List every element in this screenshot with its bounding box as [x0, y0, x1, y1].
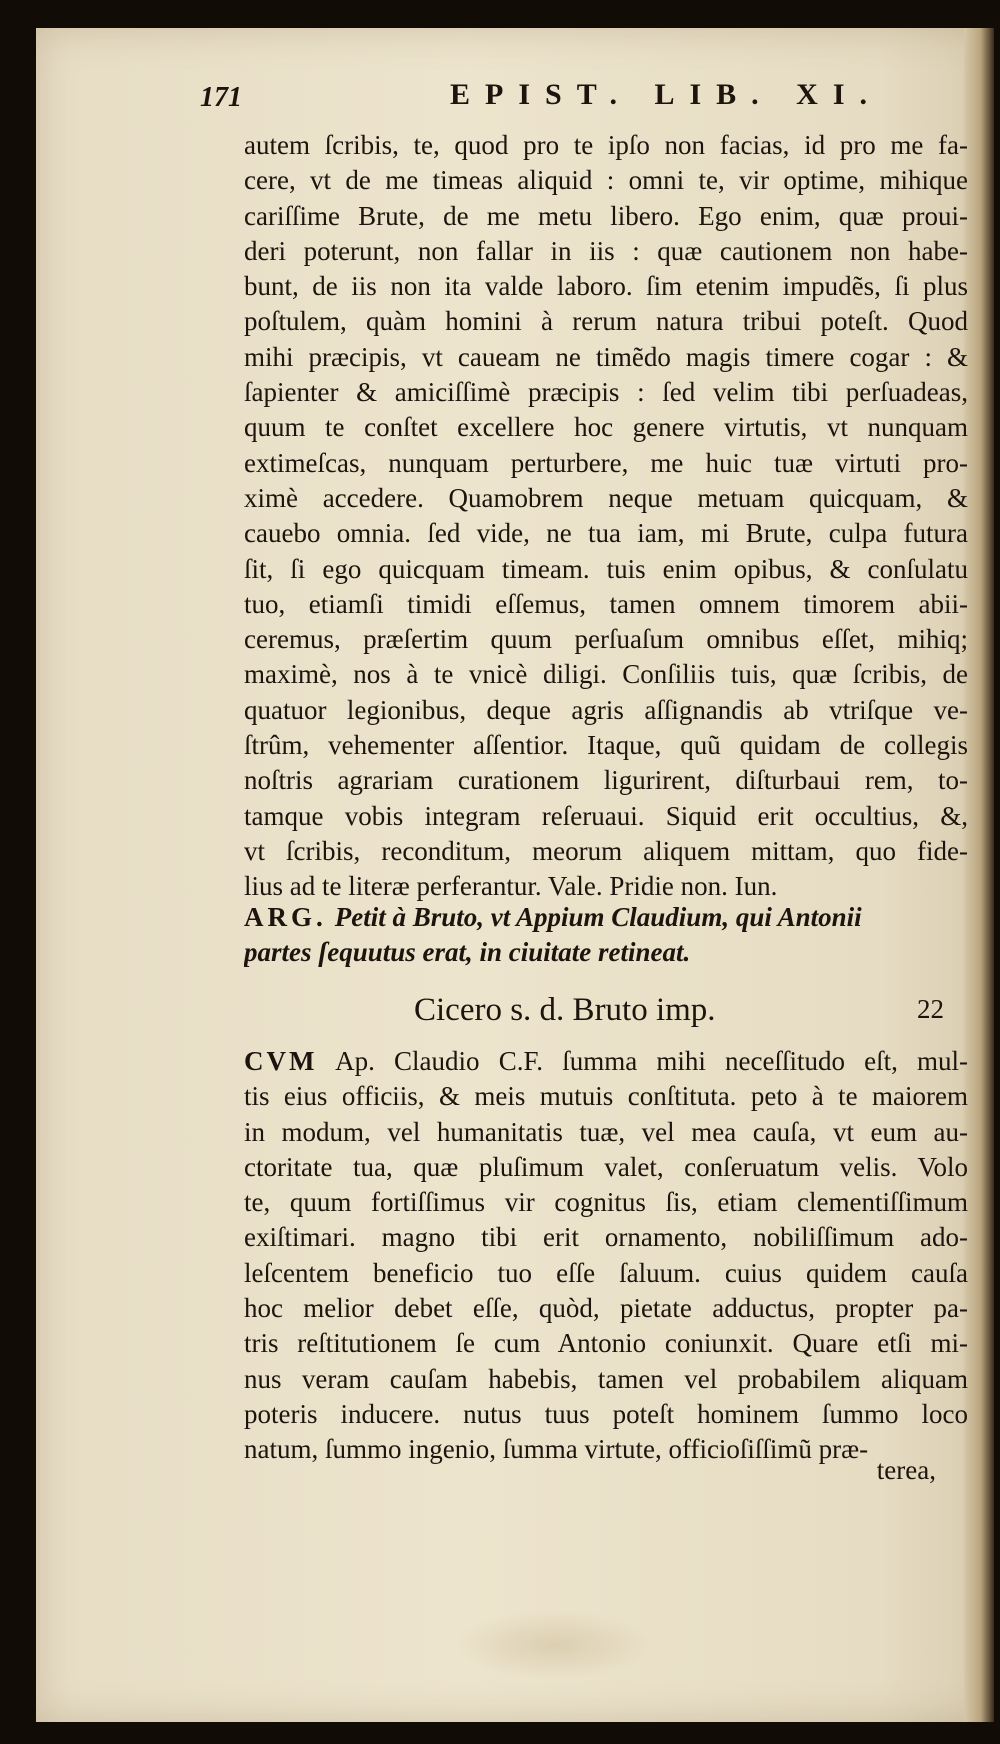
running-head: EPIST. LIB. XI.: [450, 78, 883, 111]
text-line: autem ſcribis, te, quod pro te ipſo non facias, id pro me fa-: [244, 130, 968, 160]
text-line: te, quum fortiſſimus vir cognitus ſis, etiam clementiſſimum: [244, 1187, 968, 1218]
text-line: ctoritate tua, quæ pluſimum valet, conſeruatum velis. Volo: [244, 1151, 968, 1182]
text-line: cere, vt de me timeas aliquid : omni te, vir optime, mihique: [244, 165, 968, 196]
text-line: ceremus, præſertim quum perſuaſum omnibus eſſet, mihiq;: [244, 624, 968, 655]
text-line: mihi præcipis, vt caueam ne timẽdo magis timere cogar : &: [244, 341, 968, 372]
catchword: terea,: [876, 1455, 936, 1485]
text-line: leſcentem beneficio tuo eſſe ſaluum. cuius quidem cauſa: [244, 1257, 968, 1288]
letter-title: Cicero s. d. Bruto imp.: [414, 992, 716, 1028]
text-line: hoc melior debet eſſe, quòd, pietate adductus, propter pa-: [244, 1293, 968, 1324]
page-header: [200, 78, 960, 122]
text-line: noſtris agrariam curationem ligurirent, diſturbaui rem, to-: [244, 765, 968, 796]
text-line: tuo, etiamſi timidi eſſemus, tamen omnem timorem abii-: [244, 588, 968, 619]
text-line: bunt, de iis non ita valde laboro. ſim etenim impudẽs, ſi plus: [244, 271, 968, 302]
text-line: quatuor legionibus, deque agris aſſignandis ab vtriſque ve-: [244, 694, 968, 725]
letter-end-text: [244, 128, 968, 905]
text-line: ximè accedere. Quamobrem neque metuam quicquam, &: [244, 482, 968, 513]
argument-line: partes ſequutus erat, in ciuitate retineat.: [244, 937, 691, 968]
text-line: extimeſcas, nunquam perturbere, me huic tuæ virtuti pro-: [244, 447, 968, 478]
text-line: in modum, vel humanitatis tuæ, vel mea cauſa, vt eum au-: [244, 1116, 968, 1147]
text-line: exiſtimari. magno tibi erit ornamento, nobiliſſimum ado-: [244, 1222, 968, 1253]
letter-body-text: [244, 1044, 968, 1468]
text-line: ſit, ſi ego quicquam timeam. tuis enim opibus, & conſulatu: [244, 553, 968, 584]
page-number: 171: [200, 82, 242, 113]
text-line: ſapienter & amiciſſimè præcipis : ſed velim tibi perſuadeas,: [244, 377, 968, 408]
text-line: [244, 1044, 968, 1079]
paper-stain: [454, 1610, 654, 1680]
text-line: cariſſime Brute, de me metu libero. Ego enim, quæ proui-: [244, 200, 968, 231]
text-line: natum, ſummo ingenio, ſumma virtute, officioſiſſimũ præ-: [244, 1434, 869, 1465]
first-line-rest: Ap. Claudio C.F. ſumma mihi neceſſitudo eſt, mul-: [317, 1046, 968, 1076]
text-line: vt ſcribis, reconditum, meorum aliquem mittam, quo fide-: [244, 835, 968, 866]
page-edge: [964, 28, 994, 1722]
text-line: cauebo omnia. ſed vide, ne tua iam, mi Brute, culpa futura: [244, 518, 968, 549]
text-line: poſtulem, quàm homini à rerum natura tribui poteſt. Quod: [244, 306, 968, 337]
text-line: tris reſtitutionem ſe cum Antonio coniunxit. Quare etſi mi-: [244, 1328, 968, 1359]
drop-cap: CVM: [244, 1046, 318, 1076]
letter-heading: [244, 992, 968, 1036]
argument-line: Petit à Bruto, vt Appium Claudium, qui Antonii: [334, 902, 862, 932]
text-line: ſtrûm, vehementer aſſentior. Itaque, quũ quidam de collegis: [244, 730, 968, 761]
text-line: nus veram cauſam habebis, tamen vel probabilem aliquam: [244, 1363, 968, 1394]
argument-label: ARG.: [244, 902, 327, 932]
argument-block: [244, 900, 968, 971]
text-line: lius ad te literæ perferantur. Vale. Pridie non. Iun.: [244, 871, 778, 902]
letter-number: 22: [917, 994, 944, 1024]
text-line: deri poterunt, non fallar in iis : quæ cautionem non habe-: [244, 235, 968, 266]
text-line: poteris inducere. nutus tuus poteſt hominem ſummo loco: [244, 1398, 968, 1429]
text-line: tamque vobis integram reſeruaui. Siquid erit occultius, &,: [244, 800, 968, 831]
text-line: tis eius officiis, & meis mutuis conſtituta. peto à te maiorem: [244, 1081, 968, 1112]
text-line: maximè, nos à te vnicè diligi. Conſiliis tuis, quæ ſcribis, de: [244, 659, 968, 690]
text-line: quum te conſtet excellere hoc genere virtutis, vt nunquam: [244, 412, 968, 443]
